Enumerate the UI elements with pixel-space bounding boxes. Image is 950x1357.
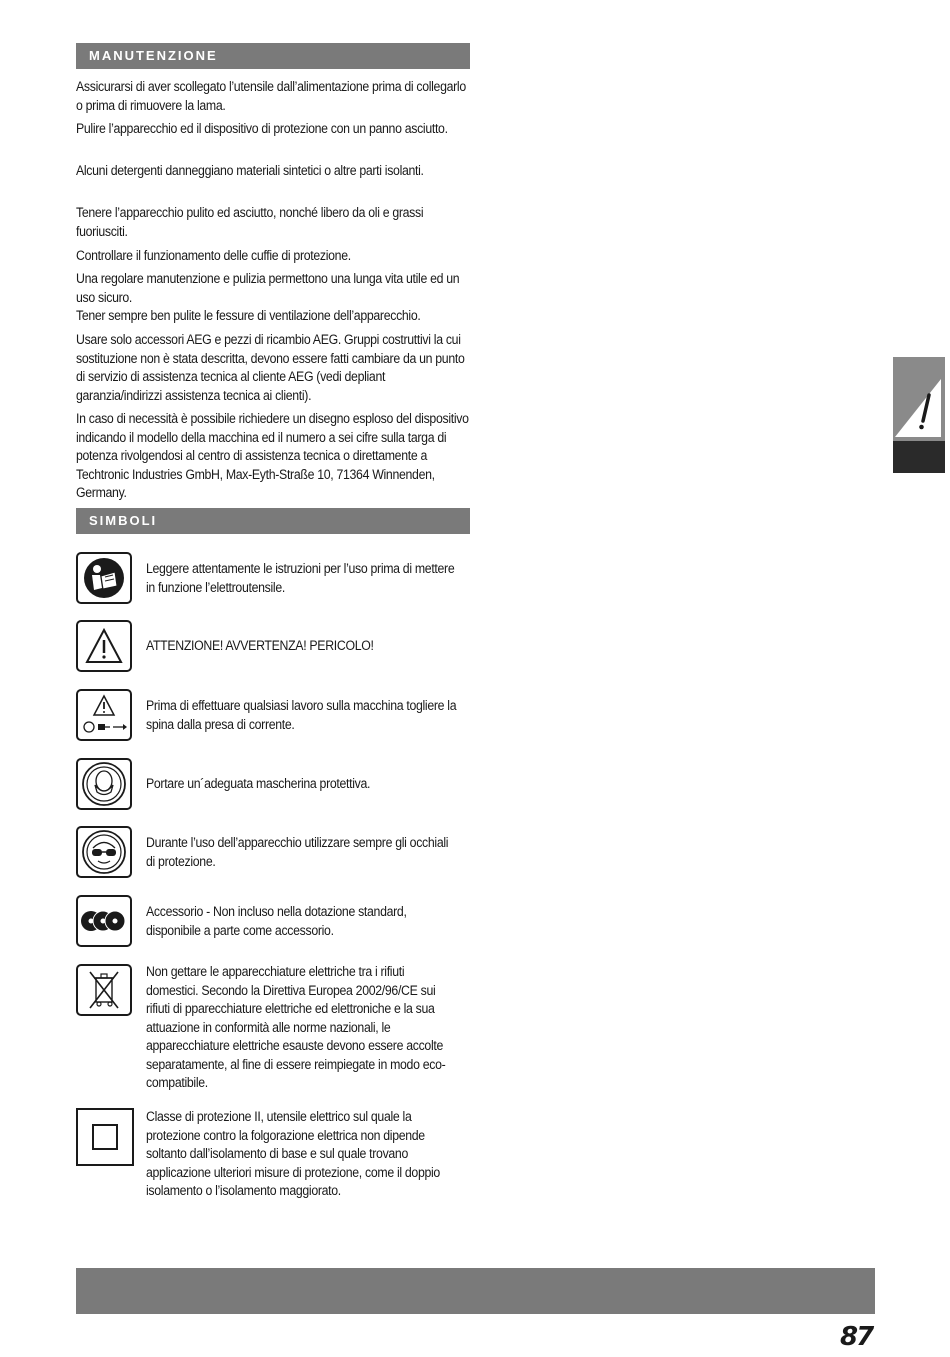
maintenance-paragraph: Tener sempre ben pulite le fessure di ventilazione dell’apparecchio. — [76, 308, 421, 323]
read-manual-icon — [76, 552, 132, 604]
dust-mask-icon — [76, 758, 132, 810]
unplug-warning-icon — [76, 689, 132, 741]
section-header-symbols: SIMBOLI — [76, 508, 470, 534]
section-header-maintenance: MANUTENZIONE — [76, 43, 470, 69]
symbol-row — [76, 964, 470, 1090]
symbol-row — [76, 552, 470, 604]
symbol-description: Accessorio - Non incluso nella dotazione standard, disponibile a parte come accessorio. — [146, 904, 407, 938]
maintenance-paragraph: Usare solo accessori AEG e pezzi di ricambio AEG. Gruppi costruttivi la cui sostituzione non è stata descritta, devono essere fatti cambiare da un punto di servizio di assistenza tecnica al cliente AEG (vedi depliant garanzia/indirizzi assistenza tecnica ai clienti). — [76, 332, 465, 403]
symbol-row — [76, 895, 470, 947]
symbol-description: Classe di protezione II, utensile elettrico sul quale la protezione contro la folgorazione elettrica non dipende soltanto dall’isolamento di base e sul quale trovano applicazione ulteriori misure di protezione, come il doppio isolamento o l’isolamento maggiorato. — [146, 1109, 440, 1198]
symbol-description: Portare un´adeguata mascherina protettiva. — [146, 776, 371, 791]
tab-footer — [893, 441, 945, 473]
warning-triangle-icon — [76, 620, 132, 672]
section-tab — [893, 357, 945, 473]
symbol-row — [76, 1108, 470, 1198]
symbol-row — [76, 826, 470, 878]
safety-goggles-icon — [76, 826, 132, 878]
maintenance-paragraph: Controllare il funzionamento delle cuffie di protezione. — [76, 248, 351, 263]
exclamation-triangle-icon — [893, 357, 945, 441]
symbol-row — [76, 689, 470, 741]
symbol-description: Leggere attentamente le istruzioni per l’uso prima di mettere in funzione l’elettroutensile. — [146, 561, 455, 595]
page-number: 87 — [840, 1322, 873, 1352]
maintenance-paragraph: Una regolare manutenzione e pulizia permettono una lunga vita utile ed un uso sicuro. — [76, 271, 460, 305]
maintenance-paragraph: Alcuni detergenti danneggiano materiali sintetici o altre parti isolanti. — [76, 163, 424, 178]
symbol-row — [76, 620, 470, 672]
maintenance-paragraph: Assicurarsi di aver scollegato l’utensile dall’alimentazione prima di collegarlo o prima di rimuovere la lama. — [76, 79, 466, 113]
maintenance-paragraph: Pulire l’apparecchio ed il dispositivo di protezione con un panno asciutto. — [76, 121, 448, 136]
weee-bin-icon — [76, 964, 132, 1016]
class-ii-insulation-icon — [76, 1108, 134, 1166]
symbol-description: ATTENZIONE! AVVERTENZA! PERICOLO! — [146, 638, 374, 653]
symbol-row — [76, 758, 470, 810]
symbol-description: Prima di effettuare qualsiasi lavoro sulla macchina togliere la spina dalla presa di corrente. — [146, 698, 457, 732]
maintenance-paragraph: Tenere l’apparecchio pulito ed asciutto, nonché libero da oli e grassi fuoriusciti. — [76, 205, 424, 239]
footer-bar — [76, 1268, 875, 1314]
symbol-description: Durante l’uso dell’apparecchio utilizzare sempre gli occhiali di protezione. — [146, 835, 449, 869]
maintenance-paragraph: In caso di necessità è possibile richiedere un disegno esploso del dispositivo indicando il modello della macchina ed il numero a sei cifre sulla targa di potenza rivolgendosi al centro di assistenza tecnica o direttamente a Techtronic Industries GmbH, Max-Eyth-Straße 10, 71364 Winnenden, Germany. — [76, 411, 469, 500]
accessory-blades-icon — [76, 895, 132, 947]
symbol-description: Non gettare le apparecchiature elettriche tra i rifiuti domestici. Secondo la Direttiva Europea 2002/96/CE sui rifiuti di pparecchiature elettriche ed elettroniche e la sua attuazione in conformità alle norme nazionali, le apparecchiature elettriche esauste devono essere accolte separatamente, al fine di essere reimpiegate in modo eco-compatibile. — [146, 964, 446, 1090]
